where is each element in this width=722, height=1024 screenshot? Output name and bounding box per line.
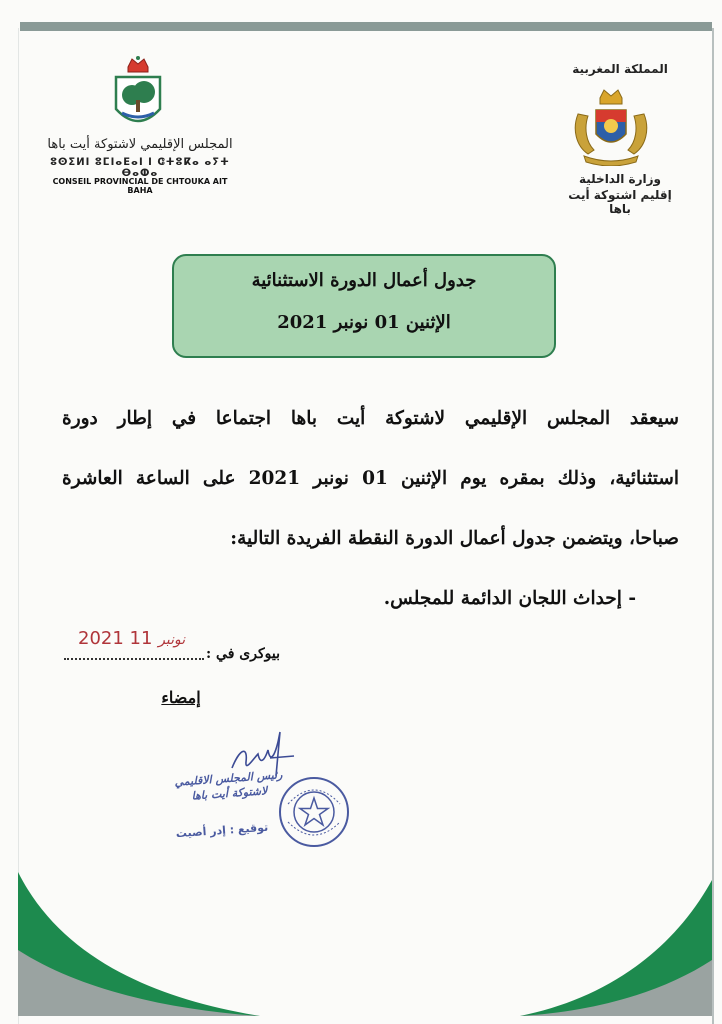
president-line-1: رئيس المجلس الاقليمي	[174, 768, 283, 789]
place-label: بيوكرى في :	[206, 646, 280, 662]
date-year: 2021	[78, 628, 124, 649]
body-line-3: صباحا، ويتضمن جدول أعمال الدورة النقطة الفريدة التالية:	[230, 528, 679, 549]
signed-by-text: توقيع : إدر أصيت	[175, 820, 269, 841]
council-name-french: CONSEIL PROVINCIAL DE CHTOUKA AIT BAHA	[52, 177, 228, 195]
kingdom-name: المملكة المغربية	[572, 62, 668, 76]
date-day: 11	[129, 628, 153, 649]
president-line-2: لاشتوكة أيت باها	[191, 784, 268, 803]
council-name-tifinagh: ⵓⵙⵉⵍⵏ ⵓⵎⵏⴰⴹⴰⵏ ⵏ ⵛⵜⵓⴽⴰ ⴰⵢⵜ ⴱⴰⵀⴰ	[50, 157, 230, 179]
council-name-arabic: المجلس الإقليمي لاشتوكة أيت باها	[47, 137, 233, 152]
council-logo-icon	[112, 55, 164, 135]
title-line-1: جدول أعمال الدورة الاستثنائية	[251, 270, 477, 291]
signature-label: إمضاء	[161, 688, 201, 707]
ministry-name: وزارة الداخلية	[578, 172, 662, 186]
title-box	[172, 254, 556, 358]
footer-decoration	[0, 860, 722, 1024]
date-month: نونبر	[158, 632, 186, 648]
round-stamp-icon	[276, 774, 352, 850]
body-line-2: استثنائية، وذلك بمقره يوم الإثنين 01 نونبر 2021 على الساعة العاشرة	[62, 468, 679, 489]
title-line-2: الإثنين 01 نونبر 2021	[277, 312, 451, 333]
coat-of-arms-icon	[570, 84, 652, 166]
top-border-bar	[20, 22, 712, 31]
province-name: إقليم اشتوكة أيت باها	[568, 188, 672, 216]
agenda-item: - إحداث اللجان الدائمة للمجلس.	[383, 588, 636, 609]
body-line-1: سيعقد المجلس الإقليمي لاشتوكة أيت باها اجتماعا في إطار دورة	[62, 408, 679, 429]
handwritten-date	[78, 628, 185, 649]
